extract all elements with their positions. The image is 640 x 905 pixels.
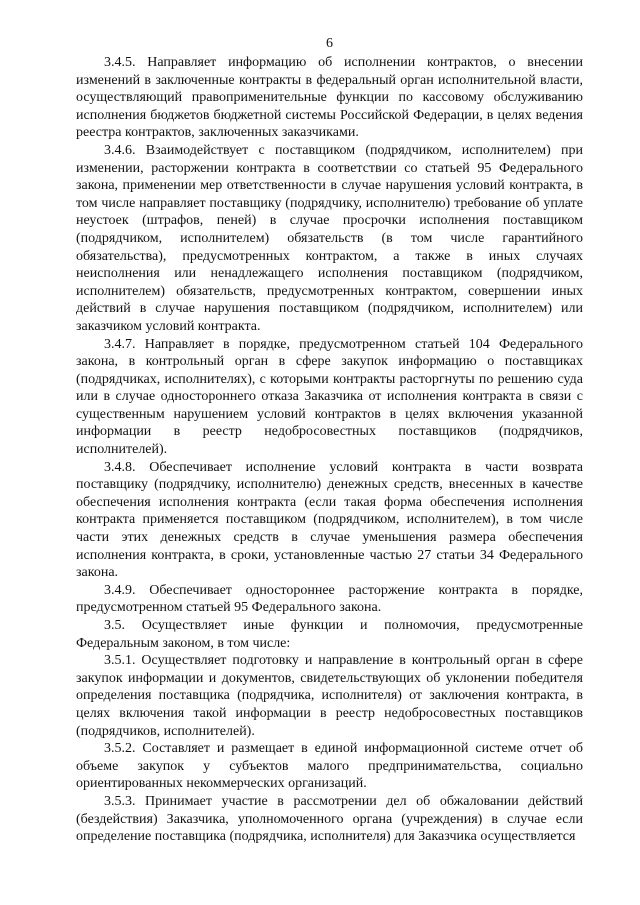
paragraph-3-4-6: 3.4.6. Взаимодействует с поставщиком (подрядчиком, исполнителем) при изменении, расторжении контракта в соответствии со статьей 95 Федерального закона, применении мер ответственности в случае нарушения условий контракта, в том числе направляет поставщику (подрядчику, исполнителю) требование об уплате неустоек (штрафов, пеней) в случае просрочки исполнения поставщиком (подрядчиком, исполнителем) обязательств (в том числе гарантийного обязательства), предусмотренных контрактом, а также в иных случаях неисполнения или ненадлежащего исполнения поставщиком (подрядчиком, исполнителем) обязательств, предусмотренных контрактом, совершении иных действий в случае нарушения поставщиком (подрядчиком, исполнителем) или заказчиком условий контракта. <box>76 142 583 334</box>
paragraph-3-4-5: 3.4.5. Направляет информацию об исполнении контрактов, о внесении изменений в заключенные контракты в федеральный орган исполнительной власти, осуществляющий правоприменительные функции по кассовому обслуживанию исполнения бюджетов бюджетной системы Российской Федерации, в целях ведения реестра контрактов, заключенных заказчиками. <box>76 55 583 141</box>
paragraph-3-4-8: 3.4.8. Обеспечивает исполнение условий контракта в части возврата поставщику (подрядчику, исполнителю) денежных средств, внесенных в качестве обеспечения исполнения контракта (если такая форма обеспечения исполнения контракта применяется поставщиком (подрядчиком, исполнителем), в том числе части этих денежных средств в случае уменьшения размера обеспечения исполнения контракта, в сроки, установленные частью 27 статьи 34 Федерального закона. <box>76 459 583 581</box>
page-number: 6 <box>326 36 333 51</box>
paragraph-3-4-9: 3.4.9. Обеспечивает одностороннее расторжение контракта в порядке, предусмотренном статьей 95 Федерального закона. <box>76 582 583 616</box>
paragraph-3-5: 3.5. Осуществляет иные функции и полномочия, предусмотренные Федеральным законом, в том числе: <box>76 618 583 651</box>
document-page <box>76 36 583 846</box>
paragraph-3-4-7: 3.4.7. Направляет в порядке, предусмотренном статьей 104 Федерального закона, в контрольный орган в сфере закупок информацию о поставщиках (подрядчиках, исполнителях), с которыми контракты расторгнуты по решению суда или в случае одностороннего отказа Заказчика от исполнения контракта в связи с существенным нарушением условий контрактов в целях включения указанной информации в реестр недобросовестных поставщиков (подрядчиков, исполнителей). <box>76 336 583 458</box>
paragraph-3-5-2: 3.5.2. Составляет и размещает в единой информационной системе отчет об объеме закупок у субъектов малого предпринимательства, социально ориентированных некоммерческих организаций. <box>76 741 583 792</box>
paragraph-3-5-1: 3.5.1. Осуществляет подготовку и направление в контрольный орган в сфере закупок информации и документов, свидетельствующих об уклонении победителя определения поставщика (подрядчика, исполнителя) от заключения контракта, в целях включения такой информации в реестр недобросовестных поставщиков (подрядчиков, исполнителей). <box>76 653 583 739</box>
paragraph-3-5-3: 3.5.3. Принимает участие в рассмотрении дел об обжаловании действий (бездействия) Заказчика, уполномоченного органа (учреждения) в случае если определение поставщика (подрядчика, исполнителя) для Заказчика осуществляется <box>76 793 583 845</box>
